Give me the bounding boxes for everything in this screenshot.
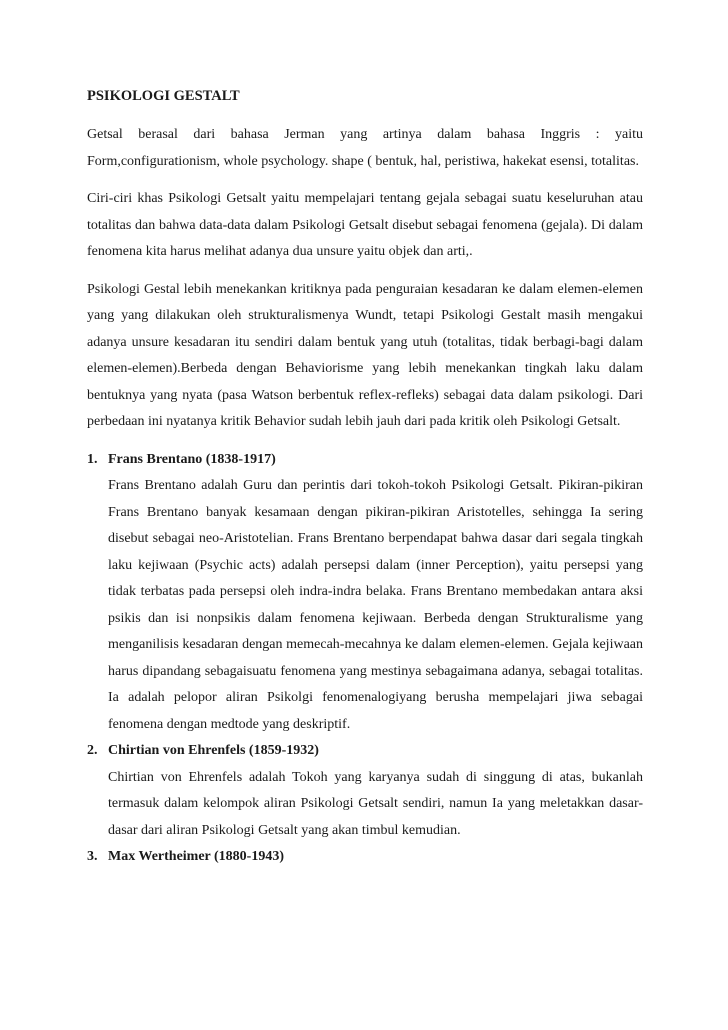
document-title: PSIKOLOGI GESTALT — [87, 88, 240, 104]
list-item — [87, 738, 643, 844]
list-heading: Chirtian von Ehrenfels (1859-1932) — [108, 743, 319, 758]
list-body: Chirtian von Ehrenfels adalah Tokoh yang karyanya sudah di singgung di atas, bukanlah termasuk dalam kelompok aliran Psikologi Getsalt sendiri, namun Ia yang meletakkan dasar-dasar dari aliran Psikologi Getsalt yang akan timbul kemudian. — [108, 769, 643, 838]
list-number: 3. — [87, 849, 98, 864]
list-heading: Max Wertheimer (1880-1943) — [108, 849, 284, 864]
list-item — [87, 447, 643, 739]
list-body: Frans Brentano adalah Guru dan perintis dari tokoh-tokoh Psikologi Getsalt. Pikiran-pikiran Frans Brentano banyak kesamaan dengan pikiran-pikiran Aristotelles, sehingga Ia sering disebut sebagai neo-Aristotelian. Frans Brentano berpendapat bahwa dasar dari segala tingkah laku kejiwaan (Psychic acts) adalah persepsi dalam (inner Perception), yaitu persepsi yang tidak terbatas pada persepsi oleh indra-indra belaka. Frans Brentano membedakan antara aksi psikis dan isi nonpsikis dalam fenomena kejiwaan. Berbeda dengan Strukturalisme yang menganilisis kesadaran dengan memecah-mecahnya ke dalam elemen-elemen. Gejala kejiwaan harus dipandang sebagaisuatu fenomena yang mestinya sebagaimana adanya, sebagai totalitas. Ia adalah pelopor aliran Psikolgi fenomenalogiyang berusha mempelajari jiwa sebagai fenomena dengan medtode yang deskriptif. — [108, 478, 643, 732]
figures-list — [87, 447, 643, 871]
document-page — [87, 86, 643, 871]
paragraph-critique: Psikologi Gestal lebih menekankan kritiknya pada penguraian kesadaran ke dalam elemen-elemen yang yang dilakukan oleh strukturalismenya Wundt, tetapi Psikologi Gestalt masih mengakui adanya unsure kesadaran itu sendiri dalam bentuk yang utuh (totalitas, tidak berbagi-bagi dalam elemen-elemen).Berbeda dengan Behaviorisme yang lebih menekankan tingkah laku dalam bentuknya yang nyata (pasa Watson berbentuk reflex-refleks) sebagai data dalam psikologi. Dari perbedaan ini nyatanya kritik Behavior sudah lebih jauh dari pada kritik oleh Psikologi Getsalt. — [87, 281, 643, 429]
list-number: 1. — [87, 451, 98, 467]
paragraph-characteristics: Ciri-ciri khas Psikologi Getsalt yaitu mempelajari tentang gejala sebagai suatu keseluruhan atau totalitas dan bahwa data-data dalam Psikologi Getsalt disebut sebagai fenomena (gejala). Di dalam fenomena kita harus melihat adanya dua unsure yaitu objek dan arti,. — [87, 191, 643, 259]
list-heading: Frans Brentano (1838-1917) — [108, 451, 276, 467]
list-item — [87, 844, 643, 871]
list-number: 2. — [87, 743, 98, 758]
paragraph-definition: Getsal berasal dari bahasa Jerman yang artinya dalam bahasa Inggris : yaitu Form,configurationism, whole psychology. shape ( bentuk, hal, peristiwa, hakekat esensi, totalitas. — [87, 127, 643, 169]
